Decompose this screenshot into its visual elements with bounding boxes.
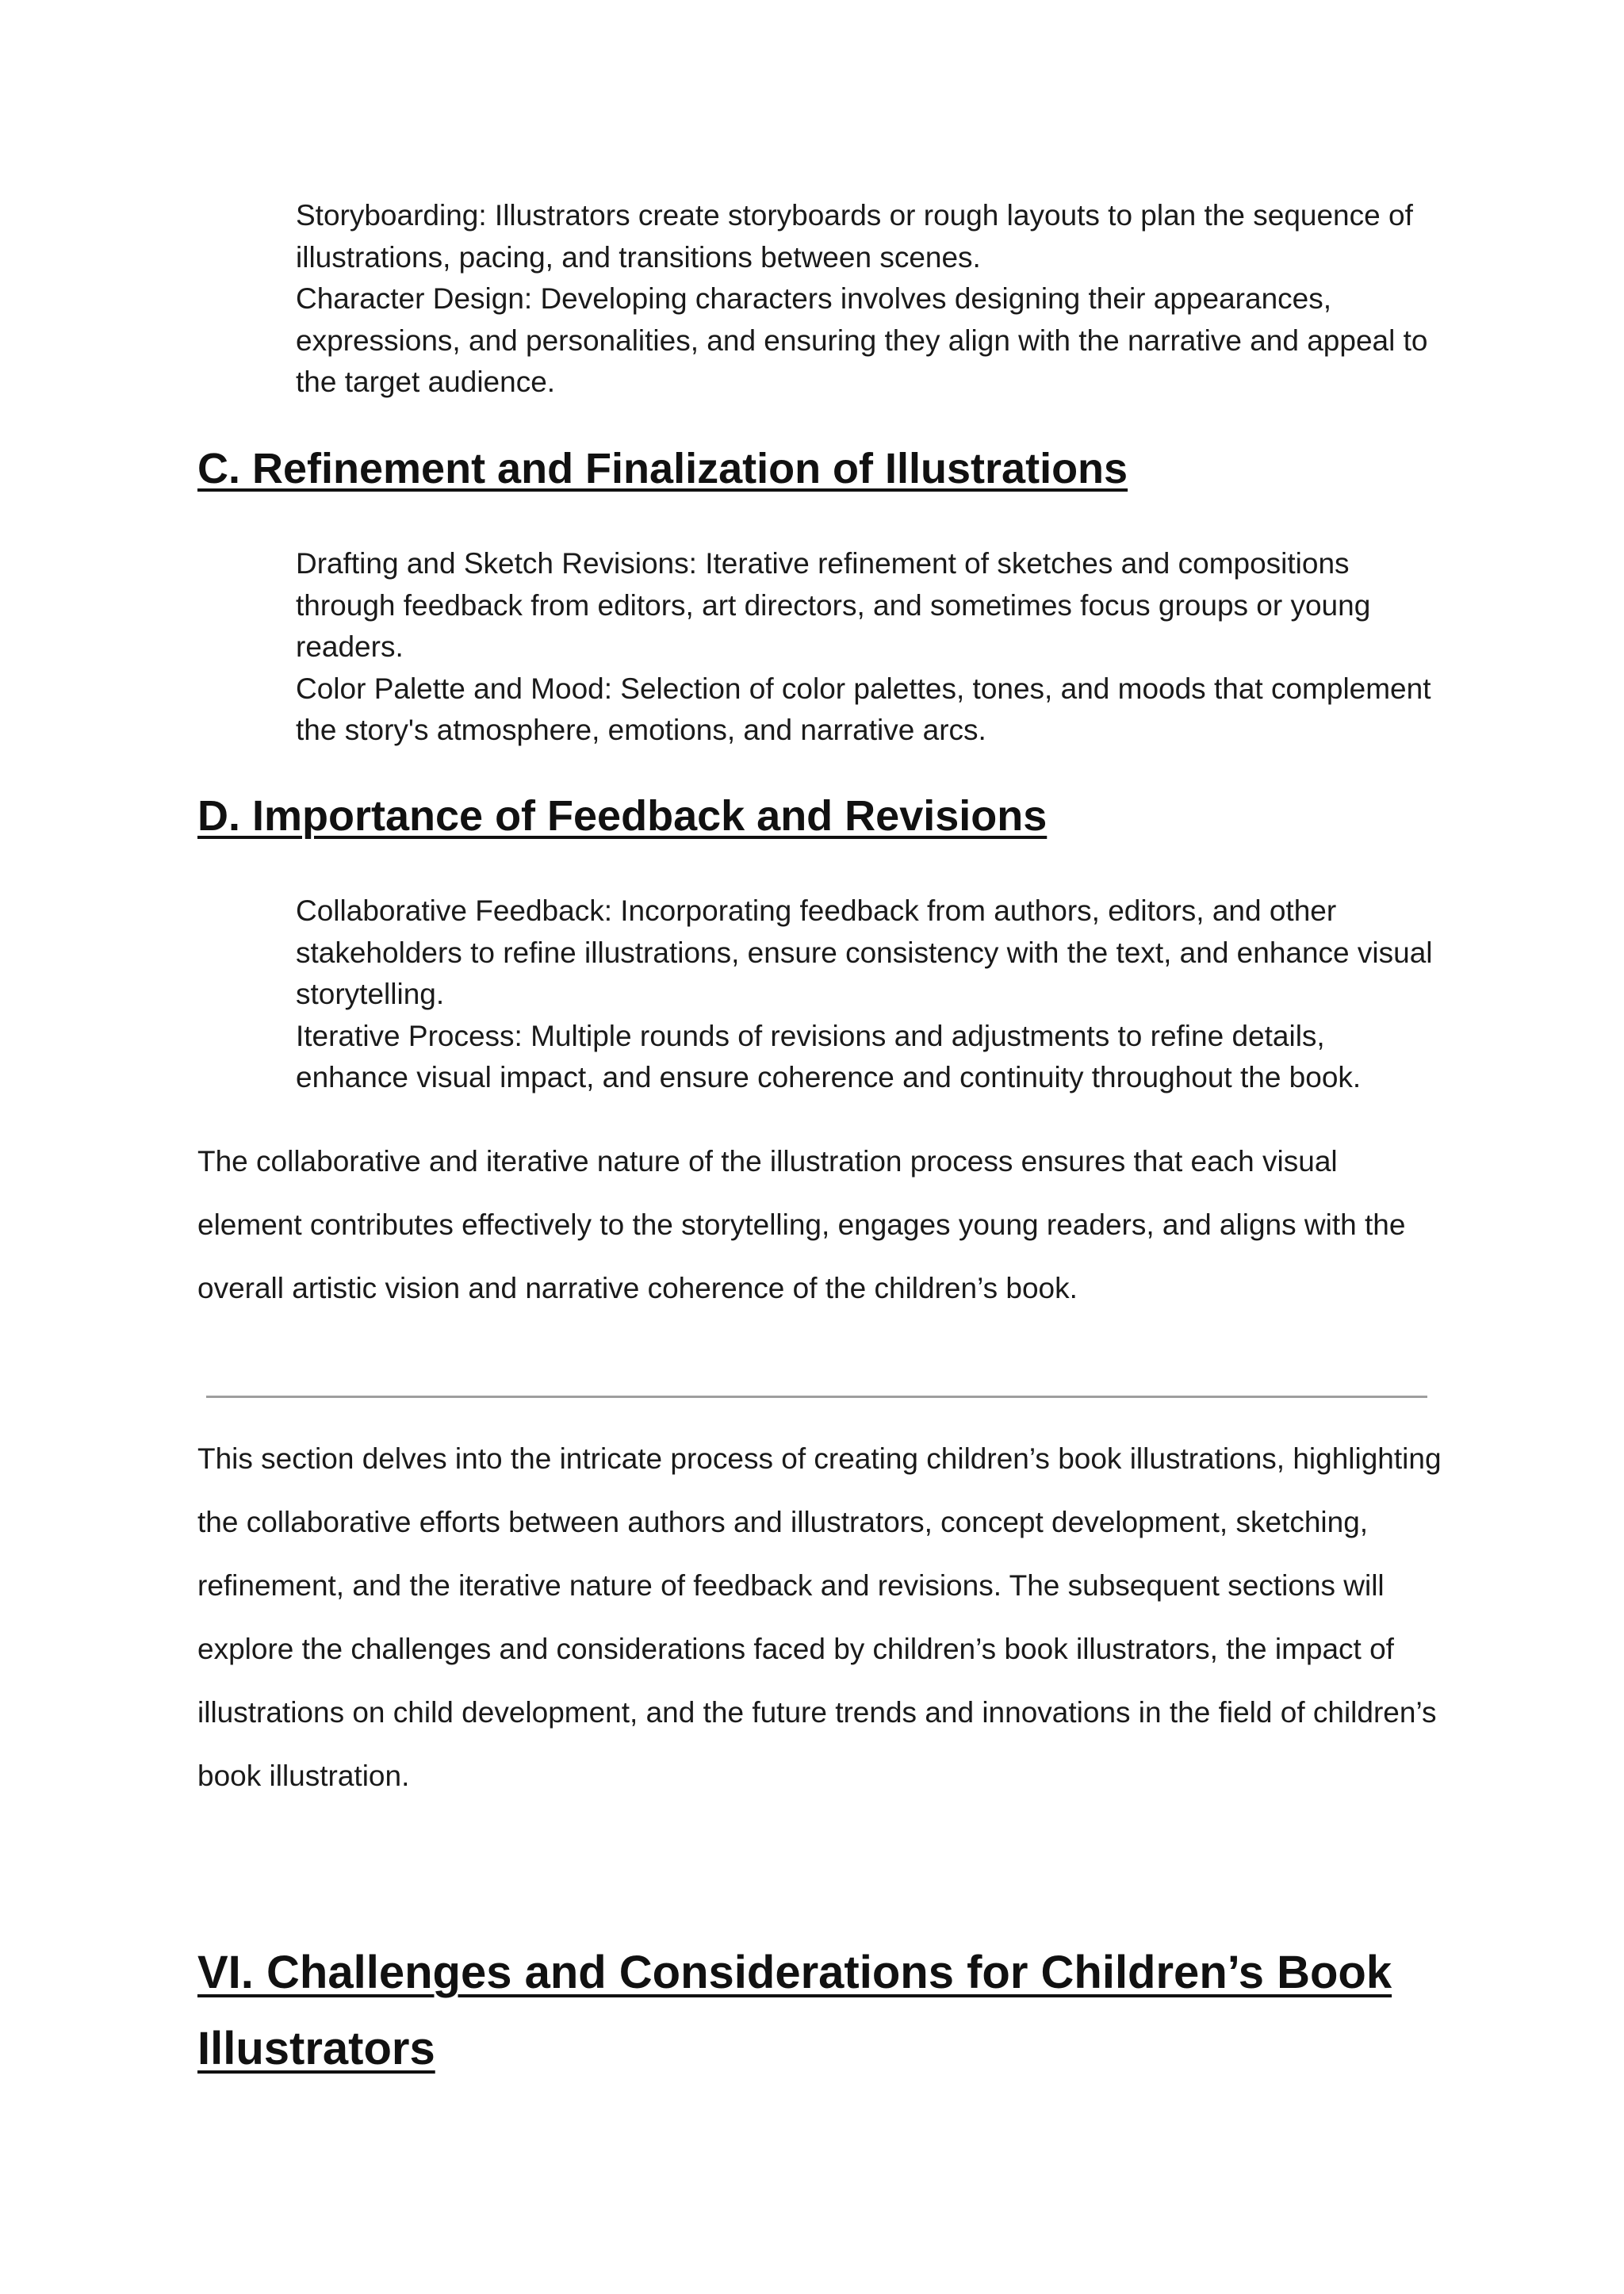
drafting-revisions-item: Drafting and Sketch Revisions: Iterative refinement of sketches and compositions through feedback from editors, art directors, and sometimes focus groups or young readers.: [296, 547, 1371, 663]
summary-paragraph: This section delves into the intricate process of creating children’s book illustrations, highlighting the collaborative efforts between authors and illustrators, concept development, sketching, refinement, and the iterative nature of feedback and revisions. The subsequent sections will explore the challenges and considerations faced by children’s book illustrators, the impact of illustrations on child development, and the future trends and innovations in the field of children’s book illustration.: [197, 1442, 1442, 1792]
color-palette-item: Color Palette and Mood: Selection of color palettes, tones, and moods that complement the story's atmosphere, emotions, and narrative arcs.: [296, 672, 1431, 746]
section-vi-heading: VI. Challenges and Considerations for Children’s Book Illustrators: [197, 1947, 1392, 2074]
storyboarding-item: Storyboarding: Illustrators create storyboards or rough layouts to plan the sequence of illustrations, pacing, and transitions between scenes.: [296, 199, 1413, 274]
character-design-item: Character Design: Developing characters involves designing their appearances, expressions, and personalities, and ensuring they align with the narrative and appeal to the target audience.: [296, 282, 1428, 398]
collaborative-feedback-item: Collaborative Feedback: Incorporating feedback from authors, editors, and other stakeholders to refine illustrations, ensure consistency with the text, and enhance visual storytelling.: [296, 894, 1433, 1010]
section-b-list: [296, 195, 1438, 404]
section-c-heading: C. Refinement and Finalization of Illustrations: [197, 445, 1128, 492]
section-c-list: [296, 543, 1438, 752]
section-d-heading: D. Importance of Feedback and Revisions: [197, 792, 1048, 840]
conclusion-paragraph: The collaborative and iterative nature of the illustration process ensures that each visual element contributes effectively to the storytelling, engages young readers, and aligns with the overall artistic vision and narrative coherence of the children’s book.: [197, 1145, 1406, 1304]
section-d-list: [296, 890, 1438, 1099]
horizontal-divider: [206, 1396, 1427, 1398]
iterative-process-item: Iterative Process: Multiple rounds of revisions and adjustments to refine details, enhance visual impact, and ensure coherence and continuity throughout the book.: [296, 1019, 1362, 1093]
